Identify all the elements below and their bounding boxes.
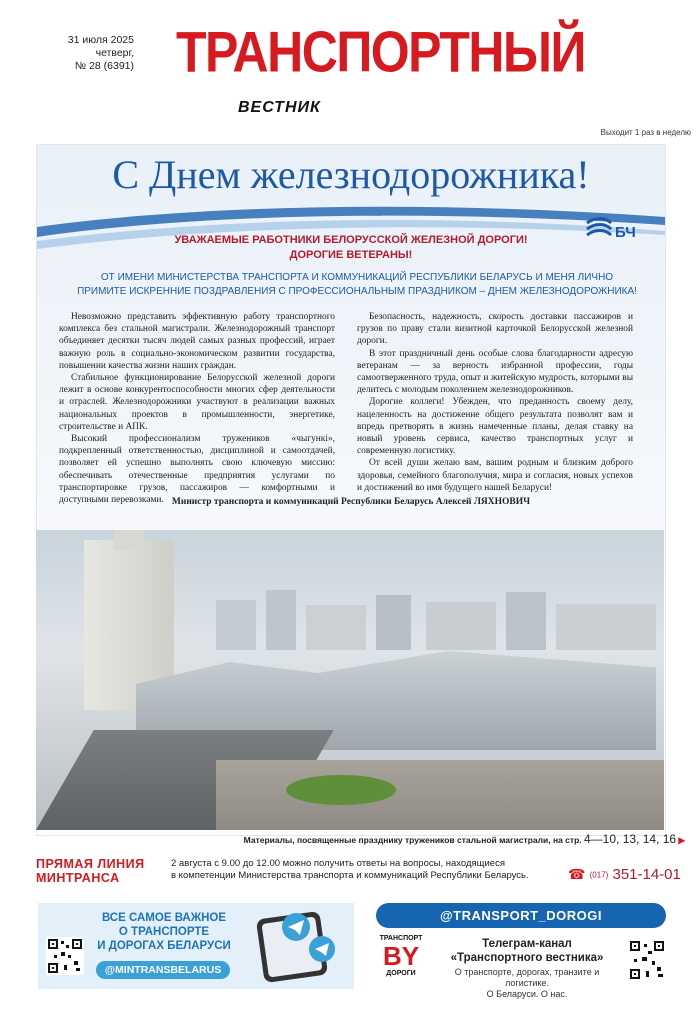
channel-title-line-1: Телеграм-канал: [482, 938, 572, 950]
hero-headline: С Днем железнодорожника!: [112, 152, 590, 197]
smartphone-telegram-icon: [238, 907, 348, 985]
paragraph: Безопасность, надежность, скорость доставки пассажиров и грузов по праву стали визитной карточкой Белорусской железной дороги.: [357, 312, 633, 347]
bch-logo-text: БЧ: [615, 224, 636, 241]
lawn: [286, 775, 396, 805]
intro-line-1: ОТ ИМЕНИ МИНИСТЕРСТВА ТРАНСПОРТА И КОММУНИКАЦИЙ РЕСПУБЛИКИ БЕЛАРУСЬ И МЕНЯ ЛИЧНО: [100, 272, 614, 283]
greeting-line-1: УВАЖАЕМЫЕ РАБОТНИКИ БЕЛОРУССКОЙ ЖЕЛЕЗНОЙ ДОРОГИ!: [174, 234, 528, 246]
paragraph: В этот праздничный день особые слова благодарности адресую ветеранам — за верность избранной профессии, годы самоотверженного труда, опыт и житейскую мудрость, которыми вы делитесь с молодым поколением железнодорожников.: [357, 348, 633, 396]
hotline-phone[interactable]: [568, 866, 681, 883]
transport-dorogi-handle-button[interactable]: @TRANSPORT_DOROGI: [376, 903, 666, 928]
qr-code-icon: [46, 937, 84, 975]
hotline-text-line-2: в компетенции Министерства транспорта и коммуникаций Республики Беларусь.: [171, 870, 529, 881]
paragraph: Высокий профессионализм тружеников «чыгункі», подкрепленный ответственностью, дисциплиной и самоотдачей, позволяет ей успешно выполнять свою ключевую миссию: обеспечивать отечественные предприятия услугами по транспортировке грузов, пассажиров — комфортными и доступными перевозками.: [59, 434, 335, 506]
photo-caption: [244, 832, 685, 846]
mintrans-handle-button[interactable]: @MINTRANSBELARUS: [96, 961, 230, 979]
issue-number: № 28 (6391): [74, 60, 134, 72]
transport-by-logo: [376, 935, 426, 989]
greeting-heading: [37, 233, 665, 263]
paragraph: Дорогие коллеги! Убежден, что преданность своему делу, нацеленность на достижение общего результата позволят вам и впредь претворять в жизнь намеченные планы, делая ставку на новый уровень сервиса, качество транспортных услуг и современную логистику.: [357, 397, 633, 457]
arrow-right-icon: ▶: [678, 835, 685, 845]
tagline-line-1: ВСЕ САМОЕ ВАЖНОЕ: [101, 912, 227, 924]
logo-bottom-text: ДОРОГИ: [386, 970, 416, 977]
qr-code-icon: [628, 939, 666, 981]
phone-code: (017): [589, 870, 609, 880]
letter-column-right: [357, 311, 633, 494]
issue-weekday: четверг,: [95, 47, 134, 59]
tagline-line-2: О ТРАНСПОРТЕ: [118, 926, 210, 938]
hotline-text-line-1: 2 августа с 9.00 до 12.00 можно получить ответы на вопросы, находящиеся: [171, 858, 505, 869]
channel-desc-line-1: О транспорте, дорогах, транзите и логистике.: [454, 967, 600, 988]
channel-description: [432, 967, 622, 1000]
hotline-title-line-1: ПРЯМАЯ ЛИНИЯ: [36, 857, 145, 871]
hotline-description: [171, 858, 551, 882]
paragraph: От всей души желаю вам, вашим родным и близким доброго здоровья, семейного благополучия, мира и согласия, новых успехов и достижений во имя будущего нашей Беларуси!: [357, 458, 633, 493]
transport-telegram-banner[interactable]: [376, 903, 666, 999]
hotline-title-line-2: МИНТРАНСА: [36, 871, 120, 885]
publication-frequency: Выходит 1 раз в неделю: [600, 128, 691, 137]
paragraph: Невозможно представить эффективную работу транспортного комплекса без стальной магистрали. Железнодорожный транспорт объединяет десятки тысяч людей самых разных профессий, играет важную роль в социально-экономическом развитии государства, повышении качества жизни наших граждан.: [59, 312, 335, 371]
caption-pages[interactable]: 4—10, 13, 14, 16: [584, 832, 677, 846]
station-plaza: [216, 760, 664, 830]
paragraph: Стабильное функционирование Белорусской железной дороги лежит в основе конкурентоспособности многих сфер деятельности и отраслей. Железнодорожники участвуют в реализации важных национальных проектов в промышленности, энергетике, строительстве и АПК.: [59, 373, 335, 432]
channel-desc-line-2: О Беларуси. О нас.: [486, 989, 568, 999]
logo-mid-text: BY: [382, 941, 420, 971]
channel-title: [432, 937, 622, 965]
newspaper-title: ТРАНСПОРТНЫЙ: [176, 19, 585, 85]
minister-signature: Министр транспорта и коммуникаций Республики Беларусь Алексей ЛЯХНОВИЧ: [171, 497, 531, 507]
banner-tagline: [94, 911, 234, 953]
issue-date: 31 июля 2025: [67, 34, 134, 46]
issue-info: [62, 34, 134, 73]
mintrans-telegram-banner[interactable]: [38, 903, 354, 989]
logo-top-text: ТРАНСПОРТ: [379, 935, 423, 942]
caption-text: Материалы, посвященные празднику тружеников стальной магистрали, на стр.: [243, 835, 582, 845]
newspaper-subtitle: ВЕСТНИК: [238, 99, 321, 116]
letter-column-left: [59, 311, 335, 506]
phone-icon: ☎: [568, 866, 586, 882]
channel-title-line-2: «Транспортного вестника»: [450, 952, 604, 964]
phone-number: 351-14-01: [612, 866, 681, 883]
tagline-line-3: И ДОРОГАХ БЕЛАРУСИ: [97, 940, 231, 952]
intro-line-2: ПРИМИТЕ ИСКРЕННИЕ ПОЗДРАВЛЕНИЯ С ПРОФЕССИОНАЛЬНЫМ ПРАЗДНИКОМ – ДНЕМ ЖЕЛЕЗНОДОРОЖНИКА!: [77, 286, 637, 297]
greeting-line-2: ДОРОГИЕ ВЕТЕРАНЫ!: [289, 249, 413, 261]
station-photo: [36, 530, 664, 830]
tower-spire: [114, 530, 144, 550]
greeting-intro: [57, 271, 657, 299]
hotline-title: [36, 857, 145, 885]
